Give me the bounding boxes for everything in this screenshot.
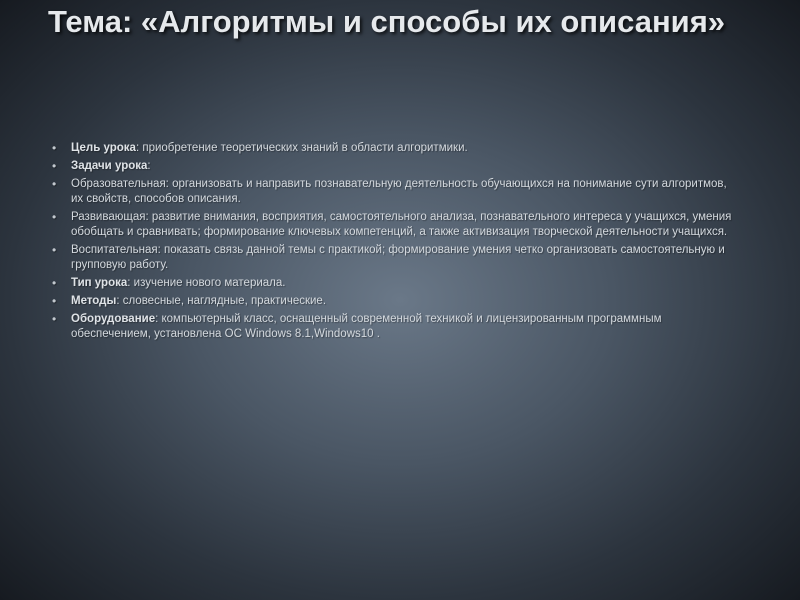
- bullet-dot: •: [52, 159, 57, 173]
- bullet-upbringing: [52, 243, 742, 273]
- bullet-methods: [52, 294, 742, 309]
- bullet-developmental: [52, 210, 742, 240]
- bullet-text: :: [147, 160, 151, 172]
- bullet-dot: •: [52, 210, 57, 224]
- bullet-list: [52, 141, 742, 345]
- bullet-text: Развивающая: развитие внимания, восприятия, самостоятельного анализа, познавательного интереса у учащихся, умения обобщать и сравнивать; формирование ключевых компетенций, а также активизация творческой деятельности учащихся.: [71, 211, 732, 238]
- bullet-label: Цель урока: [71, 142, 136, 154]
- bullet-dot: •: [52, 294, 57, 308]
- bullet-equipment: [52, 312, 742, 342]
- bullet-text: Образовательная: организовать и направить познавательную деятельность обучающихся на понимание сути алгоритмов, их свойств, способов описания.: [71, 178, 727, 205]
- bullet-lesson-type: [52, 276, 742, 291]
- bullet-text: : изучение нового материала.: [127, 277, 286, 289]
- bullet-dot: •: [52, 276, 57, 290]
- bullet-label: Методы: [71, 295, 117, 307]
- bullet-text: Воспитательная: показать связь данной темы с практикой; формирование умения четко организовать самостоятельную и групповую работу.: [71, 244, 725, 271]
- bullet-label: Задачи урока: [71, 160, 148, 172]
- bullet-label: Тип урока: [71, 277, 128, 289]
- bullet-text: : словесные, наглядные, практические.: [116, 295, 327, 307]
- bullet-goal: [52, 141, 742, 156]
- bullet-label: Оборудование: [71, 313, 156, 325]
- bullet-dot: •: [52, 312, 57, 326]
- bullet-text: : приобретение теоретических знаний в области алгоритмики.: [135, 142, 468, 154]
- bullet-tasks: [52, 159, 742, 174]
- bullet-educational: [52, 177, 742, 207]
- slide-title: Тема: «Алгоритмы и способы их описания»: [48, 4, 726, 39]
- bullet-dot: •: [52, 141, 57, 155]
- bullet-text: : компьютерный класс, оснащенный современной техникой и лицензированным программным обеспечением, установлена ОС Windows 8.1,Windows10 .: [71, 313, 662, 340]
- bullet-dot: •: [52, 243, 57, 257]
- bullet-dot: •: [52, 177, 57, 191]
